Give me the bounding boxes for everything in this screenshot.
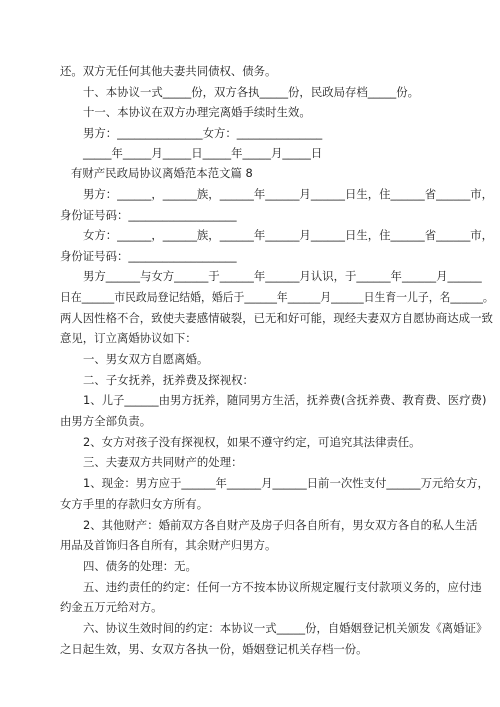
text-line: 身份证号码：___________________ bbox=[60, 249, 237, 263]
text-line: 一、男女双方自愿离婚。 bbox=[83, 352, 209, 366]
text-line: 意见，订立离婚协议如下： bbox=[60, 331, 197, 345]
section-title: 有财产民政局协议离婚范本范文篇 8 bbox=[71, 166, 253, 180]
text-line: 十一、本协议在双方办理完离婚手续时生效。 bbox=[83, 105, 311, 119]
text-line: 用品及首饰归各自所有，其余财产归男方。 bbox=[60, 538, 277, 552]
text-line: 2、女方对孩子没有探视权，如果不遵守约定，可追究其法律责任。 bbox=[83, 435, 421, 449]
text-line: 十、本协议一式_____份，双方各执_____份，民政局存档_____份。 bbox=[83, 85, 420, 99]
text-line: 还。双方无任何其他夫妻共同债权、债务。 bbox=[60, 64, 277, 78]
text-line: 五、违约责任的约定：任何一方不按本协议所规定履行支付款项义务的，应付违 bbox=[83, 580, 482, 594]
text-line: 之日起生效，男、女双方各执一份，婚姻登记机关存档一份。 bbox=[60, 642, 368, 656]
text-line: 1、儿子______由男方抚养，随同男方生活，抚养费(含抚养费、教育费、医疗费) bbox=[83, 393, 487, 407]
text-line: 2、其他财产：婚前双方各自财产及房子归各自所有，男女双方各自的私人生活 bbox=[83, 518, 478, 532]
text-line: 约金五万元给对方。 bbox=[60, 600, 163, 614]
signature-line: 男方：_______________女方：_______________ bbox=[83, 126, 323, 140]
text-line: 1、现金：男方应于______年______月______日前一次性支付______万元给女方， bbox=[83, 476, 489, 490]
text-line: 男方：______，______族，______年______月______日生，住______省______市， bbox=[83, 187, 494, 201]
text-line: 身份证号码：___________________ bbox=[60, 208, 237, 222]
text-line: 由男方全部负责。 bbox=[60, 414, 152, 428]
text-line: 两人因性格不合，致使夫妻感情破裂，已无和好可能，现经夫妻双方自愿协商达成一致 bbox=[60, 311, 493, 325]
text-line: 六、协议生效时间的约定：本协议一式_____份，自婚姻登记机关颁发《离婚证》 bbox=[83, 621, 488, 635]
text-line: 二、子女抚养，抚养费及探视权： bbox=[83, 373, 254, 387]
text-line: 三、夫妻双方共同财产的处理： bbox=[83, 455, 243, 469]
text-line: 日在______市民政局登记结婚，婚后于______年______月______日生育一儿子，名______。 bbox=[60, 290, 494, 304]
text-line: 女方：______，______族，______年______月______日生，住______省______市， bbox=[83, 228, 494, 242]
text-line: 女方手里的存款归女方所有。 bbox=[60, 497, 209, 511]
text-line: 四、债务的处理：无。 bbox=[83, 559, 197, 573]
text-line: 男方______与女方______于______年______月认识，于______年______月______ bbox=[83, 269, 482, 283]
date-line: _____年_____月_____日_____年_____月_____日 bbox=[83, 146, 323, 160]
